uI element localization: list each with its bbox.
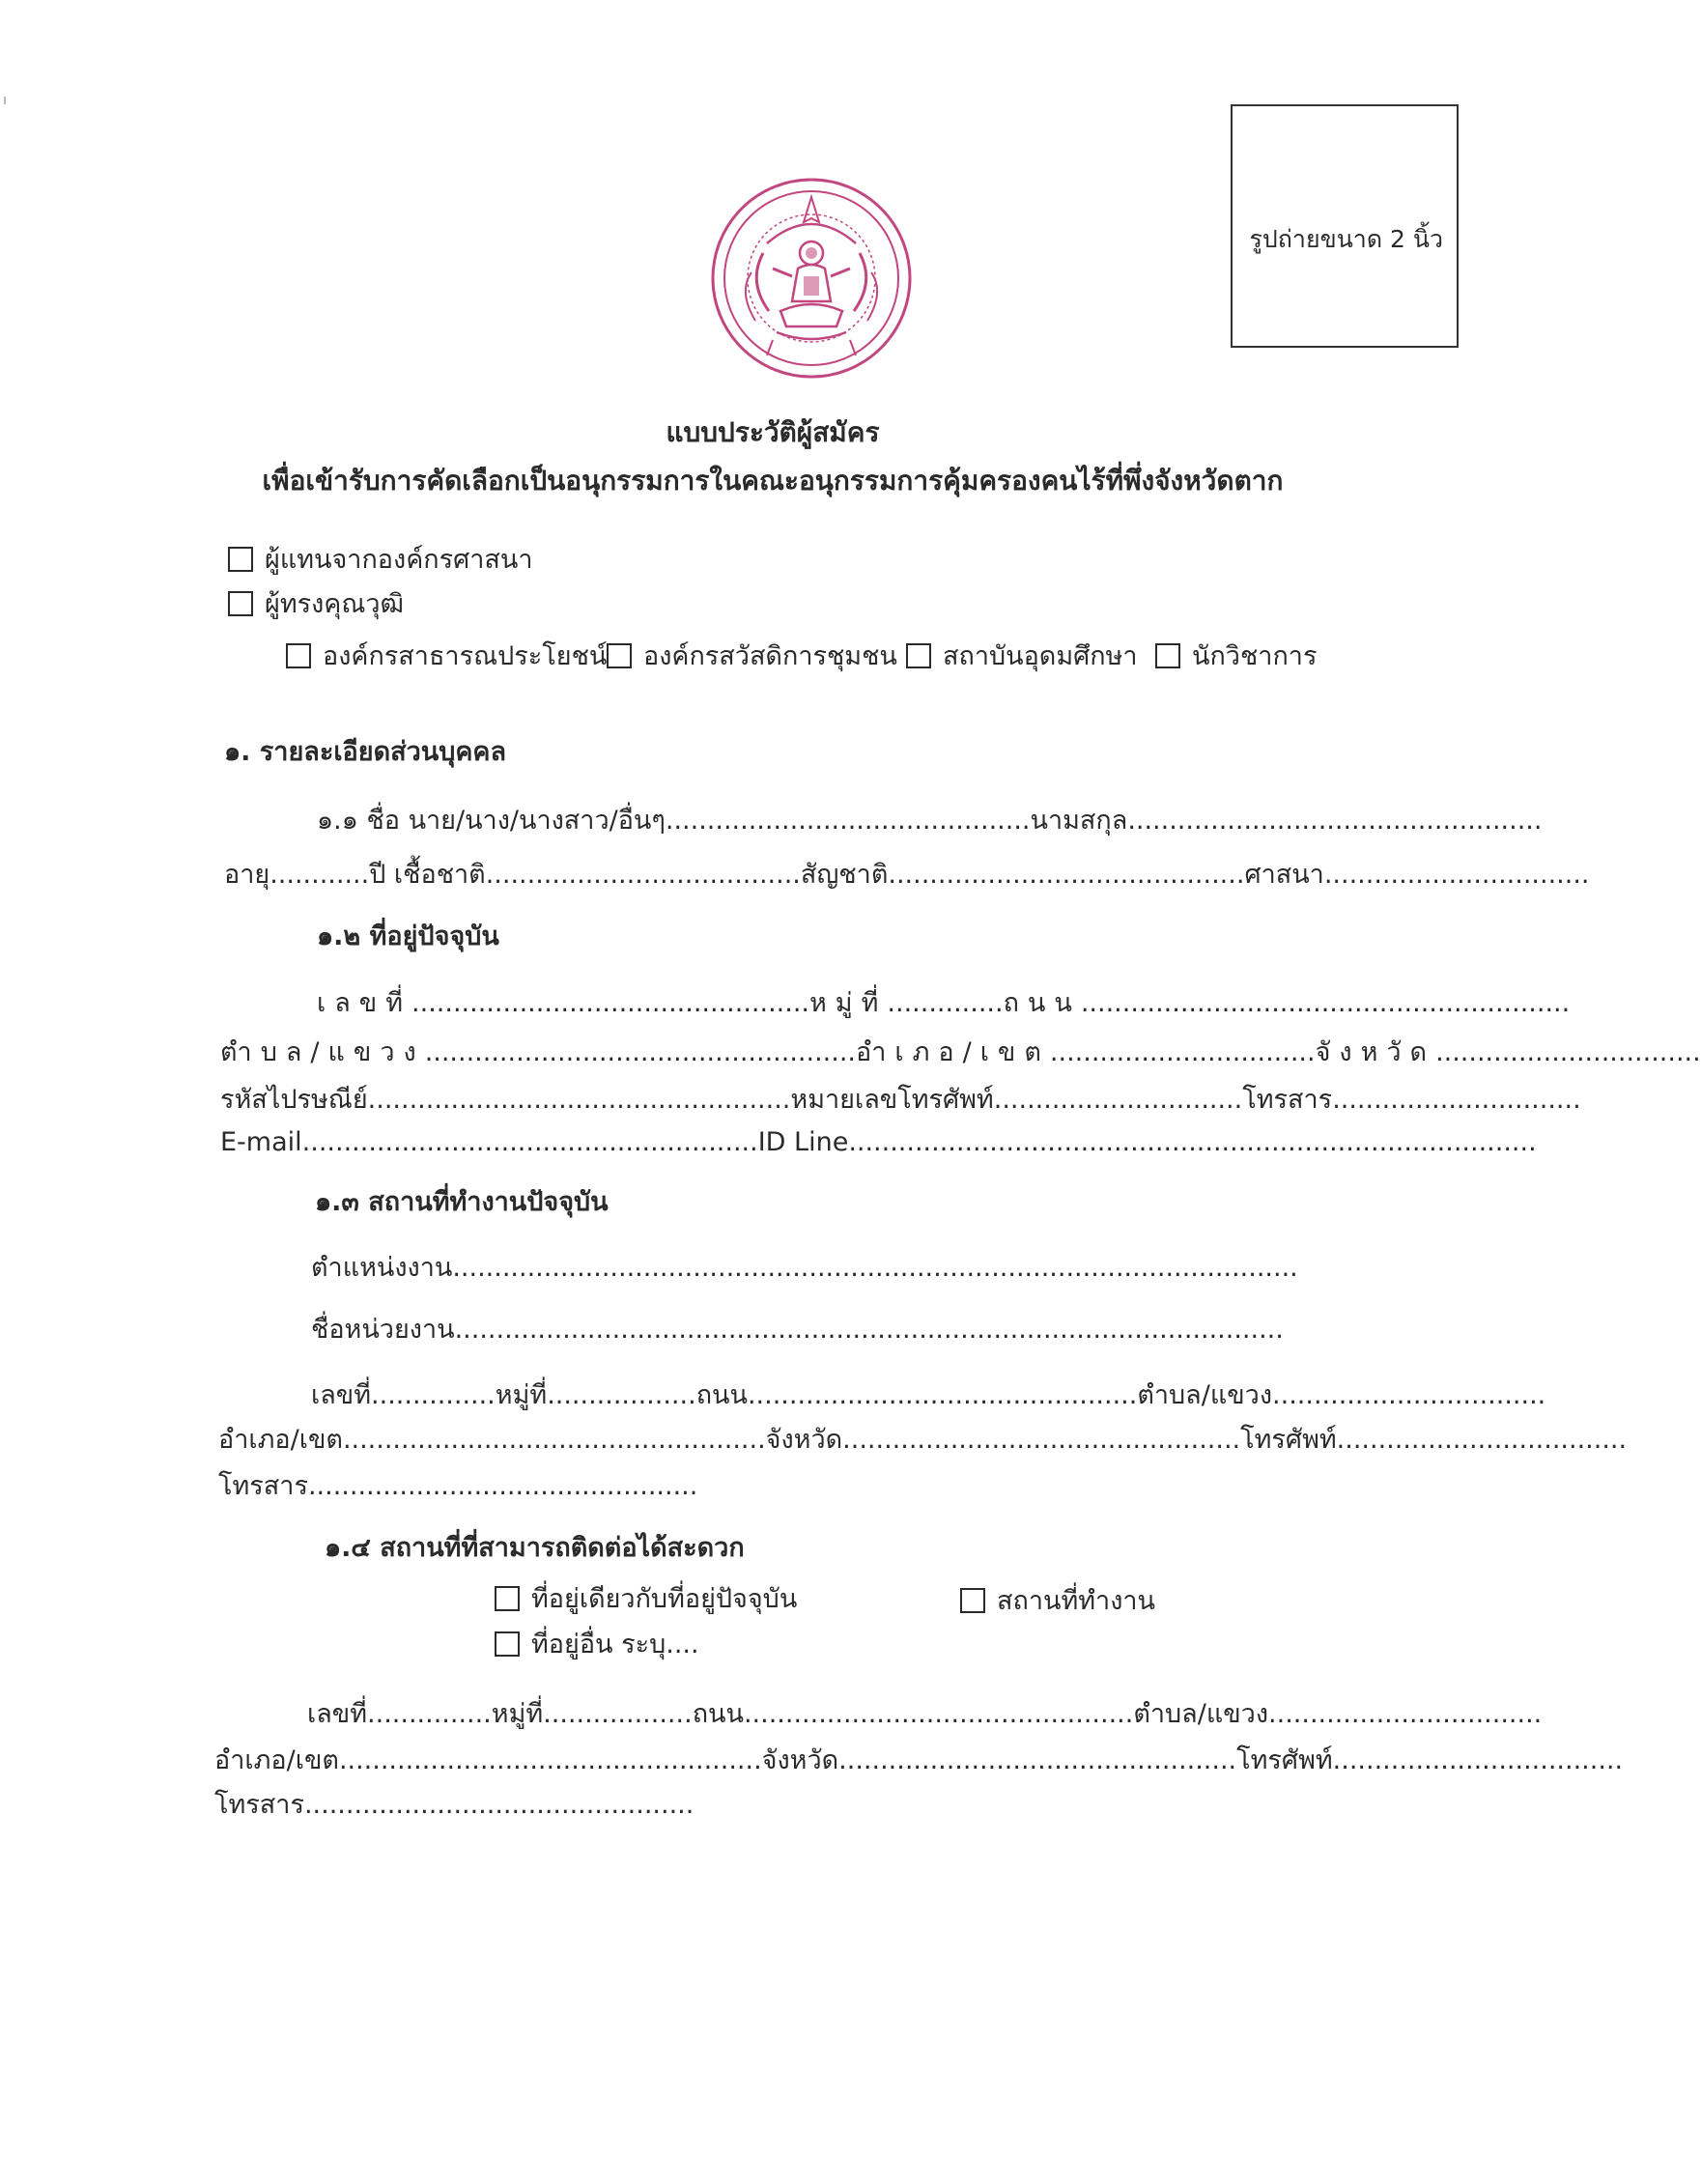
address-line-1 (317, 987, 1570, 1020)
district-label: อำเภอ/เขต (855, 1037, 1050, 1067)
contact-option-work (960, 1585, 1155, 1618)
work-phone-label: โทรศัพท์ (1240, 1425, 1337, 1455)
section1-2-heading: ๑.๒ ที่อยู่ปัจจุบัน (317, 922, 499, 951)
line-id-label: ID Line (757, 1127, 849, 1157)
contact-address-line-3 (214, 1789, 694, 1822)
contact-road-label: ถนน (692, 1699, 744, 1729)
contact-road-field[interactable]: ............................................... (743, 1699, 1134, 1729)
photo-box-label: รูปถ่ายขนาด 2 นิ้ว (1249, 225, 1443, 253)
work-fax-field[interactable]: ............................................... (307, 1471, 698, 1501)
contact-address-line-2 (214, 1744, 1623, 1777)
email-field[interactable]: ....................................................... (301, 1127, 758, 1157)
surname-field[interactable]: .................................................. (1127, 806, 1543, 836)
category-qualified-row (228, 588, 404, 621)
work-phone-field[interactable]: ................................... (1336, 1425, 1628, 1455)
section1-3-heading: ๑.๓ สถานที่ทำงานปัจจุบัน (315, 1187, 609, 1217)
contact-house-no-label: เลขที่ (307, 1699, 368, 1729)
qualified-label: ผู้ทรงคุณวุฒิ (265, 589, 404, 619)
workplace-checkbox[interactable] (960, 1588, 985, 1613)
line-id-field[interactable]: ................................................................................... (848, 1127, 1537, 1157)
religion-field[interactable]: ................................ (1323, 860, 1590, 890)
work-moo-field[interactable]: .................. (547, 1380, 696, 1410)
nationality-field[interactable]: ........................................... (888, 860, 1245, 890)
age-line (224, 859, 1589, 892)
moo-label: หมู่ที่ (809, 988, 888, 1018)
name-label: ๑.๑ ชื่อ นาย/นาง/นางสาว/อื่นๆ (317, 806, 666, 836)
work-province-label: จังหวัด (765, 1425, 843, 1455)
religion-label: ศาสนา (1244, 860, 1324, 890)
contact-moo-field[interactable]: .................. (543, 1699, 693, 1729)
contact-phone-field[interactable]: ................................... (1332, 1745, 1624, 1775)
qualified-checkbox[interactable] (228, 591, 253, 616)
workplace-label: สถานที่ทำงาน (997, 1586, 1156, 1616)
subdistrict-field[interactable]: .................................................... (424, 1037, 856, 1067)
work-province-field[interactable]: ................................................ (842, 1425, 1241, 1455)
work-subdistrict-label: ตำบล/แขวง (1137, 1380, 1273, 1410)
other-address-label: ที่อยู่อื่น ระบุ.... (531, 1630, 699, 1659)
work-house-no-field[interactable]: ............... (371, 1380, 496, 1410)
name-line (317, 805, 1542, 837)
work-subdistrict-field[interactable]: ................................. (1272, 1380, 1546, 1410)
fax-field[interactable]: .............................. (1332, 1085, 1581, 1115)
scan-mark (4, 97, 6, 104)
house-no-label: เลขที่ (317, 988, 412, 1018)
contact-district-field[interactable]: ................................................... (338, 1745, 762, 1775)
section1-4-heading: ๑.๔ สถานที่ที่สามารถติดต่อได้สะดวก (325, 1533, 745, 1563)
same-address-checkbox[interactable] (495, 1586, 520, 1611)
work-road-field[interactable]: ............................................... (747, 1380, 1138, 1410)
category-religious-row (228, 544, 533, 577)
contact-subdistrict-field[interactable]: ................................. (1268, 1699, 1543, 1729)
sub-option-row (286, 640, 607, 673)
postcode-label: รหัสไปรษณีย์ (220, 1085, 368, 1115)
public-benefit-org-checkbox[interactable] (286, 643, 311, 668)
address-line-2 (220, 1036, 1701, 1069)
higher-education-label: สถาบันอุดมศึกษา (943, 641, 1138, 671)
form-subtitle: เพื่อเข้ารับการคัดเลือกเป็นอนุกรรมการในคณะอนุกรรมการคุ้มครองคนไร้ที่พึ่งจังหวัดตาก (262, 465, 1284, 496)
contact-moo-label: หมู่ที่ (491, 1699, 544, 1729)
ministry-seal-logo (709, 176, 914, 381)
contact-province-label: จังหวัด (761, 1745, 839, 1775)
race-field[interactable]: ...................................... (485, 860, 801, 890)
race-label: ปี เชื้อชาติ (369, 860, 486, 890)
name-field[interactable]: ............................................ (665, 806, 1031, 836)
work-fax-label: โทรสาร (218, 1471, 308, 1501)
contact-district-label: อำเภอ/เขต (214, 1745, 339, 1775)
contact-phone-label: โทรศัพท์ (1236, 1745, 1333, 1775)
org-line (311, 1314, 1284, 1347)
work-address-line-3 (218, 1470, 697, 1503)
academic-checkbox[interactable] (1155, 643, 1180, 668)
position-line (311, 1252, 1298, 1285)
work-address-line-2 (218, 1424, 1627, 1457)
religious-rep-checkbox[interactable] (228, 547, 253, 572)
same-address-label: ที่อยู่เดียวกับที่อยู่ปัจจุบัน (531, 1584, 798, 1614)
house-no-field[interactable]: ................................................ (411, 988, 809, 1018)
email-label: E-mail (220, 1127, 302, 1157)
road-label: ถนน (1003, 988, 1081, 1018)
contact-province-field[interactable]: ................................................ (838, 1745, 1237, 1775)
work-address-line-1 (311, 1379, 1545, 1412)
work-district-label: อำเภอ/เขต (218, 1425, 343, 1455)
province-label: จังหวัด (1315, 1037, 1436, 1067)
contact-option-same (495, 1583, 797, 1616)
province-field[interactable]: ................................ (1435, 1037, 1701, 1067)
address-line-3 (220, 1084, 1581, 1117)
age-label: อายุ (224, 860, 270, 890)
community-welfare-org-checkbox[interactable] (607, 643, 632, 668)
nationality-label: สัญชาติ (800, 860, 889, 890)
form-title: แบบประวัติผู้สมัคร (666, 416, 880, 448)
work-moo-label: หมู่ที่ (495, 1380, 548, 1410)
fax-label: โทรสาร (1242, 1085, 1333, 1115)
position-label: ตำแหน่งงาน (311, 1253, 453, 1283)
public-benefit-org-label: องค์กรสาธารณประโยชน์ (323, 641, 608, 671)
contact-fax-field[interactable]: ............................................... (303, 1790, 695, 1820)
photo-box (1231, 104, 1459, 348)
district-field[interactable]: ................................ (1049, 1037, 1316, 1067)
contact-house-no-field[interactable]: ............... (367, 1699, 492, 1729)
phone-field[interactable]: .............................. (993, 1085, 1243, 1115)
other-address-checkbox[interactable] (495, 1631, 520, 1657)
postcode-field[interactable]: ................................................... (367, 1085, 791, 1115)
address-line-4 (220, 1126, 1537, 1159)
phone-label: หมายเลขโทรศัพท์ (790, 1085, 994, 1115)
work-district-field[interactable]: ................................................... (342, 1425, 766, 1455)
surname-label: นามสกุล (1030, 806, 1128, 836)
contact-option-other (495, 1629, 699, 1661)
org-label: ชื่อหน่วยงาน (311, 1315, 455, 1345)
position-field[interactable]: ...................................................................................................... (452, 1253, 1298, 1283)
org-field[interactable]: .................................................................................................... (454, 1315, 1284, 1345)
higher-education-checkbox[interactable] (906, 643, 931, 668)
work-house-no-label: เลขที่ (311, 1380, 372, 1410)
age-field[interactable]: ............ (269, 860, 370, 890)
road-field[interactable]: ........................................................... (1080, 988, 1571, 1018)
contact-address-line-1 (307, 1698, 1542, 1731)
community-welfare-org-label: องค์กรสวัสดิการชุมชน (643, 641, 897, 671)
religious-rep-label: ผู้แทนจากองค์กรศาสนา (265, 545, 533, 575)
subdistrict-label: ตำบล/แขวง (220, 1037, 425, 1067)
academic-label: นักวิชาการ (1192, 641, 1318, 671)
contact-subdistrict-label: ตำบล/แขวง (1133, 1699, 1269, 1729)
work-road-label: ถนน (695, 1380, 748, 1410)
contact-fax-label: โทรสาร (214, 1790, 304, 1820)
section1-heading: ๑. รายละเอียดส่วนบุคคล (224, 737, 507, 767)
moo-field[interactable]: .............. (887, 988, 1004, 1018)
